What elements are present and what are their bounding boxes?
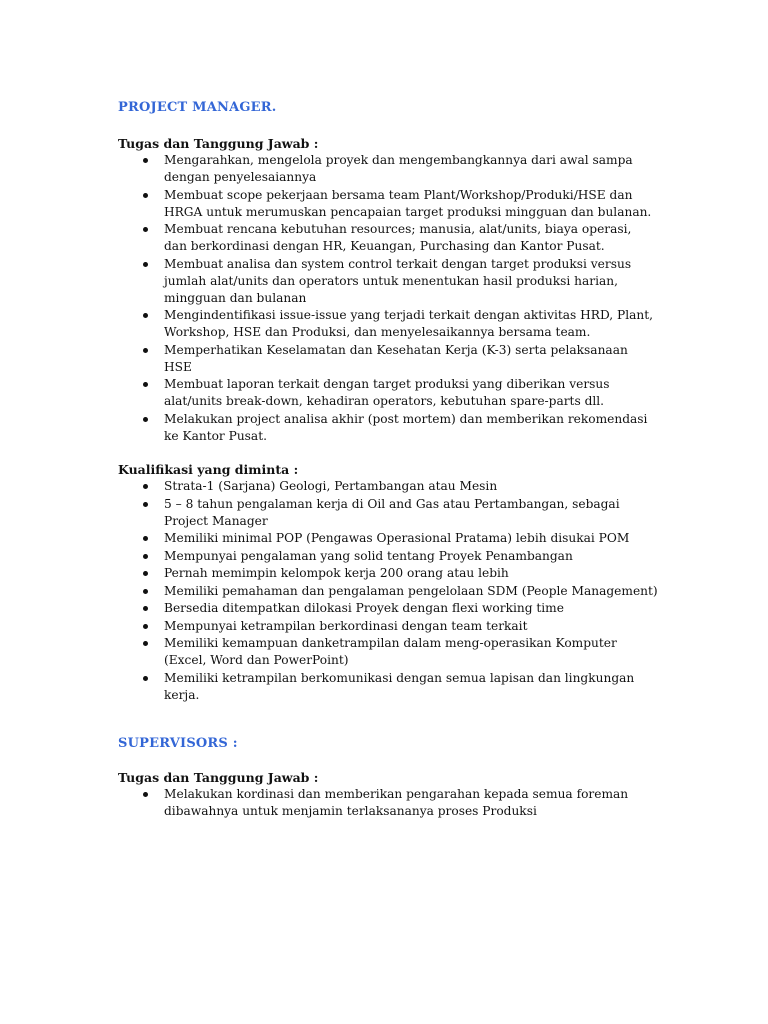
- list-item-text: Memiliki pemahaman dan pengalaman pengelolaan SDM (People Management): [164, 583, 658, 598]
- bullet-icon: [143, 158, 148, 163]
- bullet-icon: [143, 193, 148, 198]
- bullet-icon: [143, 348, 148, 353]
- supervisor-duties-heading: Tugas dan Tanggung Jawab :: [118, 770, 319, 785]
- bullet-icon: [143, 484, 148, 489]
- list-item-text: Melakukan kordinasi dan memberikan pengarahan kepada semua foreman dibawahnya untuk menjamin terlaksananya proses Produksi: [164, 787, 629, 818]
- bullet-icon: [143, 313, 148, 318]
- list-item-text: Memiliki kemampuan danketrampilan dalam meng-operasikan Komputer (Excel, Word dan PowerPoint): [164, 636, 617, 667]
- duties-heading: Tugas dan Tanggung Jawab :: [118, 136, 319, 151]
- qualification-item: [118, 530, 658, 547]
- supervisor-duties-list: [118, 786, 658, 820]
- bullet-icon: [143, 502, 148, 507]
- bullet-icon: [143, 554, 148, 559]
- bullet-icon: [143, 589, 148, 594]
- bullet-icon: [143, 536, 148, 541]
- duty-item: [118, 342, 658, 376]
- list-item-text: Pernah memimpin kelompok kerja 200 orang atau lebih: [164, 566, 509, 580]
- qualification-item: [118, 600, 658, 617]
- duties-list: [118, 152, 658, 445]
- document-body: [118, 100, 658, 821]
- duty-item: [118, 307, 658, 341]
- list-item-text: Bersedia ditempatkan dilokasi Proyek dengan flexi working time: [164, 601, 564, 615]
- bullet-icon: [143, 262, 148, 267]
- bullet-icon: [143, 676, 148, 681]
- qualification-item: [118, 583, 658, 600]
- list-item-text: Mempunyai ketrampilan berkordinasi dengan team terkait: [164, 618, 528, 633]
- qualification-item: [118, 565, 658, 582]
- qualification-item: [118, 478, 658, 495]
- duty-item: [118, 221, 658, 255]
- section-title-project-manager: PROJECT MANAGER.: [118, 100, 277, 115]
- list-item-text: Memiliki minimal POP (Pengawas Operasional Pratama) lebih disukai POM: [164, 531, 630, 545]
- list-item-text: Memperhatikan Keselamatan dan Kesehatan Kerja (K-3) serta pelaksanaan HSE: [164, 342, 628, 374]
- list-item-text: 5 – 8 tahun pengalaman kerja di Oil and Gas atau Pertambangan, sebagai Project Manager: [164, 496, 620, 528]
- duty-item: [118, 187, 658, 221]
- duty-item: [118, 152, 658, 186]
- list-item-text: Mengindentifikasi issue-issue yang terjadi terkait dengan aktivitas HRD, Plant, Workshop, HSE dan Produksi, dan menyelesaikannya bersama team.: [164, 308, 654, 339]
- supervisor-duty-item: [118, 786, 658, 820]
- list-item-text: Membuat laporan terkait dengan target produksi yang diberikan versus alat/units break-down, kehadiran operators, kebutuhan spare-parts dll.: [164, 377, 610, 408]
- qualifications-heading: Kualifikasi yang diminta :: [118, 462, 299, 477]
- duty-item: [118, 256, 658, 307]
- qualification-item: [118, 618, 658, 635]
- list-item-text: Membuat analisa dan system control terkait dengan target produksi versus jumlah alat/units dan operators untuk menentukan hasil produksi harian, mingguan dan bulanan: [164, 256, 632, 305]
- bullet-icon: [143, 641, 148, 646]
- qualification-item: [118, 548, 658, 565]
- bullet-icon: [143, 417, 148, 422]
- list-item-text: Melakukan project analisa akhir (post mortem) dan memberikan rekomendasi ke Kantor Pusat.: [164, 411, 648, 443]
- qualification-item: [118, 670, 658, 704]
- bullet-icon: [143, 382, 148, 387]
- qualification-item: [118, 496, 658, 530]
- bullet-icon: [143, 792, 148, 797]
- bullet-icon: [143, 571, 148, 576]
- qualification-item: [118, 635, 658, 669]
- duty-item: [118, 411, 658, 445]
- duty-item: [118, 376, 658, 410]
- section-title-supervisors: SUPERVISORS :: [118, 736, 238, 751]
- qualifications-list: [118, 478, 658, 704]
- list-item-text: Mengarahkan, mengelola proyek dan mengembangkannya dari awal sampa dengan penyelesaiannya: [164, 153, 633, 184]
- list-item-text: Strata-1 (Sarjana) Geologi, Pertambangan atau Mesin: [164, 479, 498, 493]
- list-item-text: Membuat scope pekerjaan bersama team Plant/Workshop/Produki/HSE dan HRGA untuk merumuskan pencapaian target produksi mingguan dan bulanan.: [164, 187, 652, 219]
- list-item-text: Membuat rencana kebutuhan resources; manusia, alat/units, biaya operasi, dan berkordinasi dengan HR, Keuangan, Purchasing dan Kantor Pusat.: [164, 222, 632, 253]
- bullet-icon: [143, 606, 148, 611]
- list-item-text: Memiliki ketrampilan berkomunikasi dengan semua lapisan dan lingkungan kerja.: [164, 670, 635, 702]
- bullet-icon: [143, 227, 148, 232]
- list-item-text: Mempunyai pengalaman yang solid tentang Proyek Penambangan: [164, 548, 573, 563]
- bullet-icon: [143, 624, 148, 629]
